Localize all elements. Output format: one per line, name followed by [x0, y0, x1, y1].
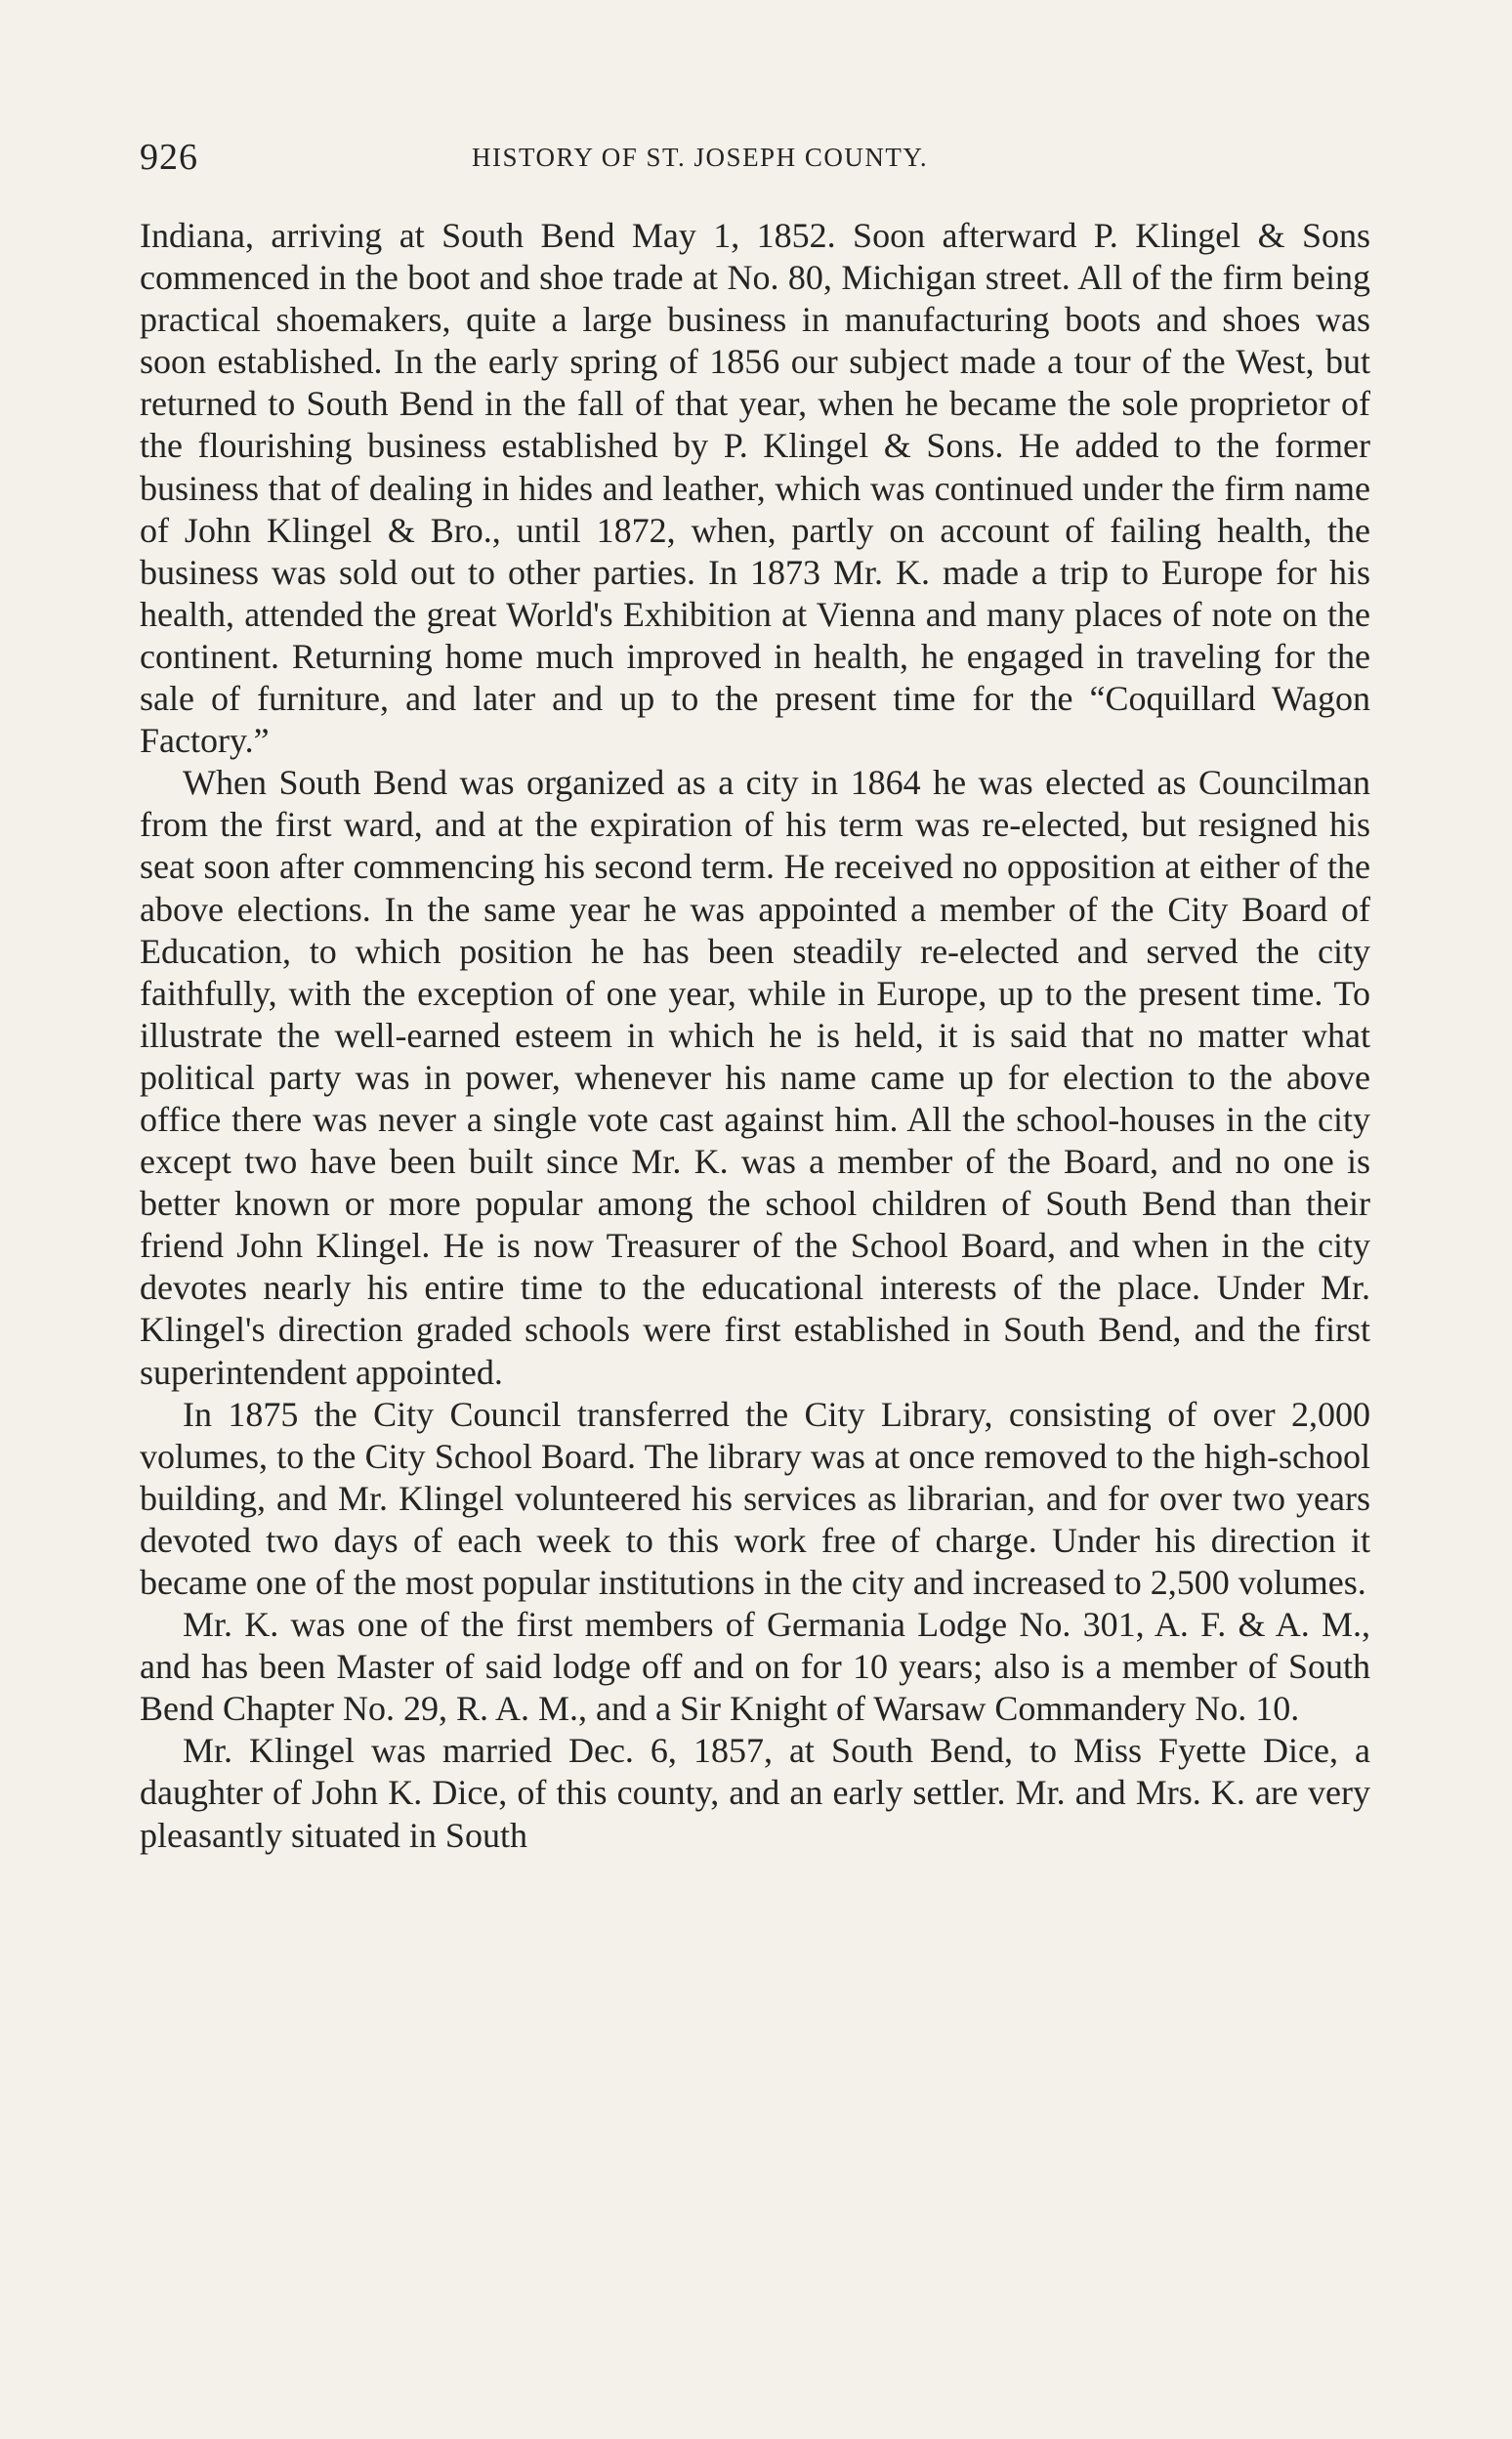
- page-header: [140, 133, 1370, 182]
- paragraph-council: When South Bend was organized as a city in 1864 he was elected as Councilman from the first ward, and at the expiration of his term was re-elected, but resigned his seat soon after commencing his second term. He received no opposition at either of the above elections. In the same year he was appointed a member of the City Board of Education, to which position he has been steadily re-elected and served the city faithfully, with the exception of one year, while in Europe, up to the present time. To illustrate the well-earned esteem in which he is held, it is said that no matter what political party was in power, whenever his name came up for election to the above office there was never a single vote cast against him. All the school-houses in the city except two have been built since Mr. K. was a member of the Board, and no one is better known or more popular among the school children of South Bend than their friend John Klingel. He is now Treasurer of the School Board, and when in the city devotes nearly his entire time to the educational interests of the place. Under Mr. Klingel's direction graded schools were first established in South Bend, and the first superintendent appointed.: [140, 763, 1370, 1392]
- running-head: HISTORY OF ST. JOSEPH COUNTY.: [472, 143, 929, 172]
- paragraph-lodge: Mr. K. was one of the first members of Germania Lodge No. 301, A. F. & A. M., and has been Master of said lodge off and on for 10 years; also is a member of South Bend Chapter No. 29, R. A. M., and a Sir Knight of Warsaw Commandery No. 10.: [140, 1605, 1370, 1729]
- page-number: 926: [140, 137, 198, 178]
- paragraph-continued: Indiana, arriving at South Bend May 1, 1852. Soon afterward P. Klingel & Sons commenced in the boot and shoe trade at No. 80, Michigan street. All of the firm being practical shoemakers, quite a large business in manufacturing boots and shoes was soon established. In the early spring of 1856 our subject made a tour of the West, but returned to South Bend in the fall of that year, when he became the sole proprietor of the flourishing business established by P. Klingel & Sons. He added to the former business that of dealing in hides and leather, which was continued under the firm name of John Klingel & Bro., until 1872, when, partly on account of failing health, the business was sold out to other parties. In 1873 Mr. K. made a trip to Europe for his health, attended the great World's Exhibition at Vienna and many places of note on the continent. Returning home much improved in health, he engaged in traveling for the sale of furniture, and later and up to the present time for the “Coquillard Wagon Factory.”: [140, 216, 1370, 761]
- paragraph-library: In 1875 the City Council transferred the City Library, consisting of over 2,000 volumes, to the City School Board. The library was at once removed to the high-school building, and Mr. Klingel volunteered his services as librarian, and for over two years devoted two days of each week to this work free of charge. Under his direction it became one of the most popular institutions in the city and increased to 2,500 volumes.: [140, 1394, 1370, 1602]
- paragraph-marriage: Mr. Klingel was married Dec. 6, 1857, at South Bend, to Miss Fyette Dice, a daughter of John K. Dice, of this county, and an early settler. Mr. and Mrs. K. are very pleasantly situated in South: [140, 1731, 1370, 1855]
- body-text: [140, 215, 1370, 1857]
